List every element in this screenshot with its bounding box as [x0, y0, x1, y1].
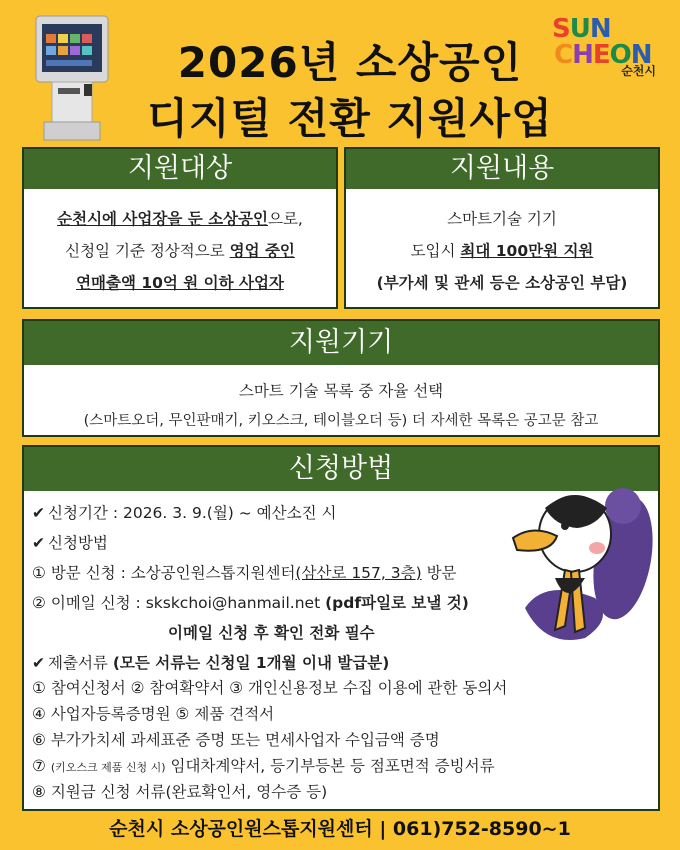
page-title-line2: 디지털 전환 지원사업	[147, 94, 553, 143]
target-header: 지원대상	[24, 149, 336, 189]
doc-item	[32, 754, 495, 776]
doc-item: ④ 사업자등록증명원 ⑤ 제품 견적서	[32, 705, 275, 723]
content-header: 지원내용	[346, 149, 658, 189]
apply-period	[32, 501, 336, 523]
devices-line1: 스마트 기술 목록 중 자율 선택	[238, 382, 444, 400]
check-icon: ✔	[32, 504, 45, 522]
apply-visit-post: 방문	[421, 564, 457, 582]
logo-letter: N	[589, 14, 611, 44]
devices-box	[22, 319, 660, 437]
doc7-small: (키오스크 제품 신청 시)	[50, 761, 166, 774]
content-line2-bold: 최대 100만원 지원	[460, 242, 594, 260]
logo-letter: E	[592, 40, 610, 70]
target-line2	[24, 239, 336, 261]
target-line3: 연매출액 10억 원 이하 사업자	[76, 274, 284, 292]
check-icon: ✔	[32, 654, 45, 672]
logo-letter: S	[552, 14, 570, 44]
apply-header: 신청방법	[24, 447, 658, 491]
target-line1-bold: 순천시에 사업장을 둔 소상공인	[57, 210, 268, 228]
logo-letter: H	[572, 40, 593, 70]
suncheon-logo	[548, 16, 662, 76]
logo-city-name: 순천시	[621, 64, 656, 78]
content-line1: 스마트기술 기기	[447, 210, 557, 228]
apply-docs-label-text: 제출서류	[48, 654, 113, 672]
content-line2	[346, 239, 658, 261]
doc-item: ⑥ 부가가치세 과세표준 증명 또는 면세사업자 수입금액 증명	[32, 731, 440, 749]
target-line1-rest: 으로,	[267, 210, 303, 228]
doc7-num: ⑦	[32, 757, 51, 775]
target-line2-bold: 영업 중인	[229, 242, 295, 260]
kiosk-illustration	[22, 14, 122, 144]
target-line2-rest: 신청일 기준 정상적으로	[65, 242, 230, 260]
content-box	[344, 147, 660, 309]
devices-line2: (스마트오더, 무인판매기, 키오스크, 테이블오더 등) 더 자세한 목록은 공고문 참고	[83, 413, 599, 429]
page-title-line1: 2026년 소상공인	[177, 38, 523, 87]
logo-letter: C	[554, 40, 573, 70]
content-line2-pre: 도입시	[410, 242, 461, 260]
apply-email-note: 이메일 신청 후 확인 전화 필수	[168, 624, 375, 642]
logo-letter: O	[609, 40, 631, 70]
apply-email-bold: (pdf파일로 보낼 것)	[325, 594, 469, 612]
target-line1	[24, 207, 336, 229]
apply-method-label-text: 신청방법	[48, 534, 108, 552]
apply-method-label	[32, 531, 108, 553]
doc-item: ① 참여신청서 ② 참여확약서 ③ 개인신용정보 수집 이용에 관한 동의서	[32, 679, 508, 697]
doc7-rest: 임대차계약서, 등기부등본 등 점포면적 증빙서류	[165, 757, 495, 775]
apply-visit	[32, 561, 457, 583]
devices-header: 지원기기	[24, 321, 658, 365]
mascot-character	[505, 478, 655, 678]
check-icon: ✔	[32, 534, 45, 552]
apply-docs-bold: (모든 서류는 신청일 1개월 이내 발급분)	[112, 654, 390, 672]
doc-item: ⑧ 지원금 신청 서류(완료확인서, 영수증 등)	[32, 783, 328, 801]
apply-period-text: 신청기간 : 2026. 3. 9.(월) ~ 예산소진 시	[48, 504, 337, 522]
content-line3: (부가세 및 관세 등은 소상공인 부담)	[376, 274, 628, 292]
logo-letter: N	[630, 40, 652, 70]
apply-email-pre: ② 이메일 신청 : skskchoi@hanmail.net	[32, 594, 326, 612]
apply-visit-address: (삼산로 157, 3층)	[295, 564, 422, 582]
footer-contact: 순천시 소상공인원스톱지원센터 | 061)752-8590~1	[109, 818, 571, 840]
apply-docs-label	[32, 651, 389, 673]
logo-letter: U	[569, 14, 590, 44]
target-box	[22, 147, 338, 309]
apply-email	[32, 591, 469, 613]
apply-visit-pre: ① 방문 신청 : 소상공인원스톱지원센터	[32, 564, 296, 582]
